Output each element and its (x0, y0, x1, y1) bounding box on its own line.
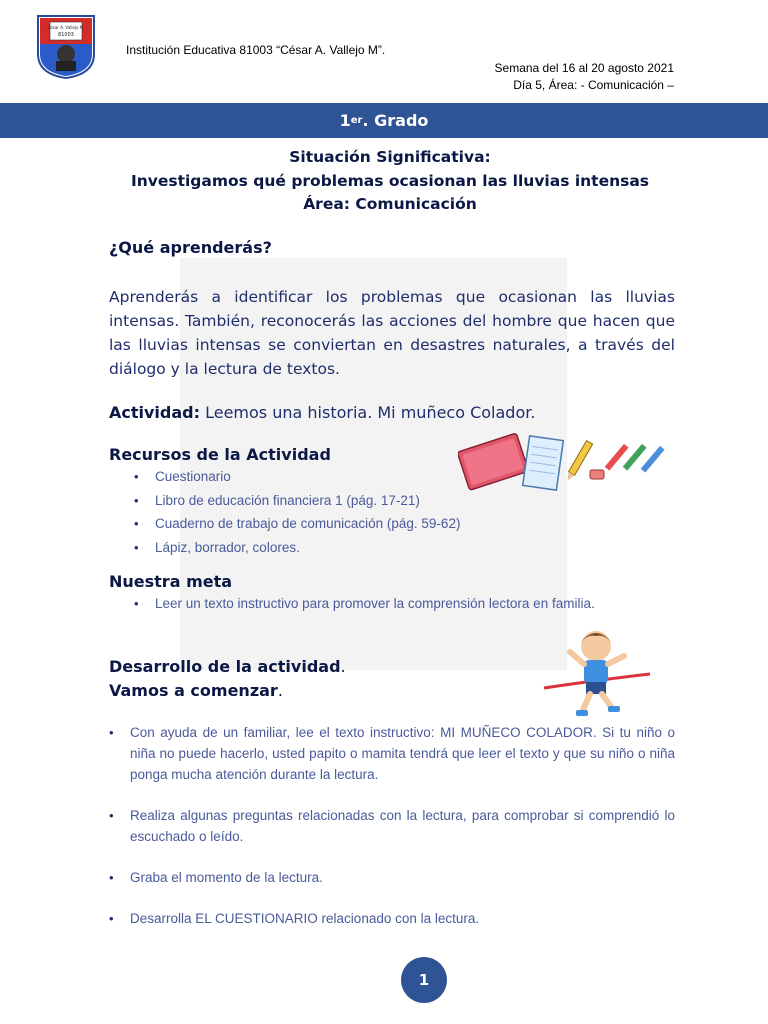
start-heading (109, 681, 283, 700)
list-item: • Realiza algunas preguntas relacionadas con la lectura, para comprobar si comprendió lo escuchado o leído. (109, 805, 675, 847)
resources-heading: Recursos de la Actividad (109, 445, 331, 464)
grade-label: . Grado (362, 111, 429, 130)
development-heading-text: Desarrollo de la actividad (109, 657, 341, 676)
development-heading (109, 657, 346, 676)
week-dates: Semana del 16 al 20 agosto 2021 (494, 61, 674, 75)
learn-paragraph: Aprenderás a identificar los problemas que ocasionan las lluvias intensas. También, reconocerás las acciones del hombre que hacen que las lluvias intensas se conviertan en desastres naturales, a través del diálogo y la lectura de textos. (109, 288, 675, 378)
title-line-3: Área: Comunicación (303, 195, 477, 213)
activity-line (109, 403, 535, 422)
steps-list (109, 722, 675, 949)
goal-list (134, 593, 675, 614)
start-heading-text: Vamos a comenzar (109, 681, 278, 700)
goal-heading: Nuestra meta (109, 572, 233, 591)
school-logo (36, 14, 96, 80)
list-item: • Cuaderno de trabajo de comunicación (pág. 59-62) (134, 515, 534, 539)
logo-number: 81003 (58, 32, 74, 38)
development-heading-dot: . (340, 657, 346, 676)
list-item: • Con ayuda de un familiar, lee el texto instructivo: MI MUÑECO COLADOR. Si tu niño o niña no puede hacerlo, usted papito o mamita tendrá que leer el texto y que su niño o niña ponga mucha atención durante la lectura. (109, 722, 675, 785)
day-area: Día 5, Área: - Comunicación – (513, 78, 674, 92)
list-item: • Cuestionario (134, 468, 534, 492)
title-line-1: Situación Significativa: (289, 148, 491, 166)
week-info (495, 60, 674, 94)
running-child-illustration (538, 622, 656, 722)
activity-label: Actividad: (109, 403, 201, 422)
logo-name: César A. Vallejo M. (47, 25, 85, 30)
start-heading-dot: . (277, 681, 283, 700)
list-item: • Libro de educación financiera 1 (pág. 17-21) (134, 492, 534, 516)
list-item: • Graba el momento de la lectura. (109, 867, 675, 888)
activity-text: Leemos una historia. Mi muñeco Colador. (200, 403, 536, 422)
title-block (90, 146, 690, 217)
learn-heading: ¿Qué aprenderás? (109, 238, 272, 257)
grade-banner (0, 103, 768, 138)
school-supplies-illustration (458, 428, 666, 498)
list-item: • Leer un texto instructivo para promover la comprensión lectora en familia. (134, 593, 675, 614)
list-item: • Desarrolla EL CUESTIONARIO relacionado con la lectura. (109, 908, 675, 929)
list-item: • Lápiz, borrador, colores. (134, 539, 534, 563)
grade-sup: er (350, 115, 363, 126)
institution-name: Institución Educativa 81003 “César A. Vallejo M”. (126, 43, 386, 57)
title-line-2: Investigamos qué problemas ocasionan las lluvias intensas (130, 171, 650, 190)
page-number-badge: 1 (401, 957, 447, 1003)
grade-number: 1 (339, 111, 351, 130)
